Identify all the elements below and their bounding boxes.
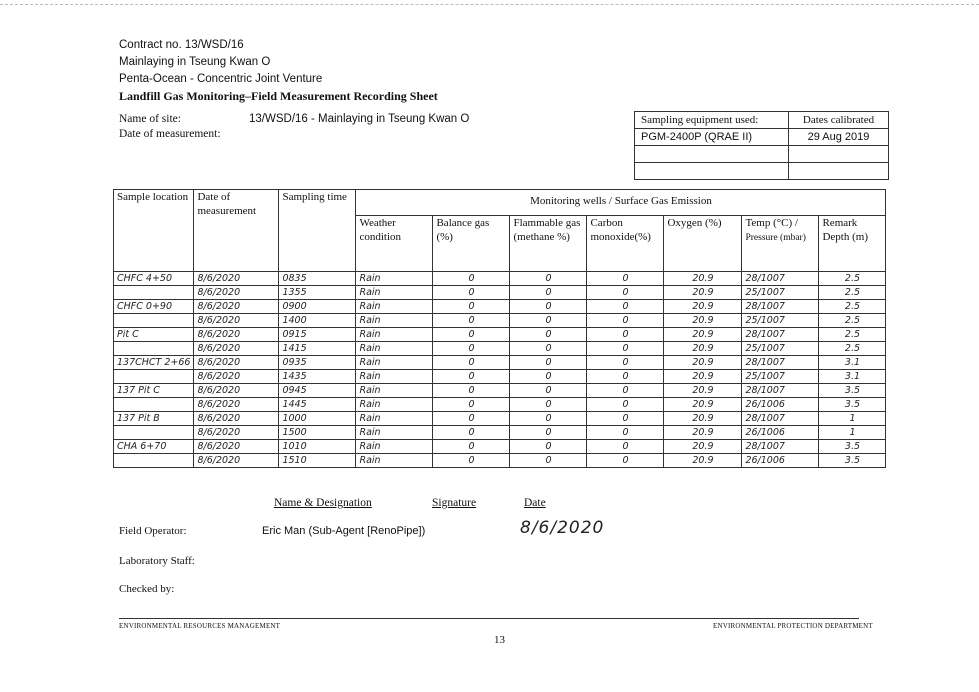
cell-balance-gas: 0 [433, 356, 510, 370]
equipment-empty-cell [635, 146, 789, 163]
cell-carbon-monoxide: 0 [587, 314, 664, 328]
cell-balance-gas: 0 [433, 314, 510, 328]
cell-weather: Rain [356, 426, 433, 440]
table-row [114, 342, 886, 356]
cell-location: CHFC 0+90 [114, 300, 194, 314]
header-pressure: Pressure (mbar) [745, 233, 806, 243]
equipment-table [634, 111, 889, 180]
cell-remark: 1 [819, 426, 886, 440]
cell-temp-pressure: 28/1007 [742, 384, 819, 398]
equipment-value: PGM-2400P (QRAE II) [635, 129, 789, 146]
cell-weather: Rain [356, 286, 433, 300]
header-date: Date of measurement [194, 190, 279, 272]
cell-temp-pressure: 25/1007 [742, 286, 819, 300]
cell-oxygen: 20.9 [664, 412, 742, 426]
cell-carbon-monoxide: 0 [587, 272, 664, 286]
cell-flammable-gas: 0 [510, 412, 587, 426]
cell-date: 8/6/2020 [194, 314, 279, 328]
calibration-header: Dates calibrated [789, 112, 889, 129]
cell-weather: Rain [356, 384, 433, 398]
cell-flammable-gas: 0 [510, 426, 587, 440]
cell-date: 8/6/2020 [194, 272, 279, 286]
site-name-value: 13/WSD/16 - Mainlaying in Tseung Kwan O [249, 113, 470, 125]
cell-remark: 2.5 [819, 328, 886, 342]
name-designation-heading: Name & Designation [274, 497, 372, 509]
cell-balance-gas: 0 [433, 384, 510, 398]
table-row [114, 426, 886, 440]
calibration-value: 29 Aug 2019 [789, 129, 889, 146]
measurement-date-label: Date of measurement: [119, 128, 221, 140]
cell-time: 1000 [279, 412, 356, 426]
cell-date: 8/6/2020 [194, 384, 279, 398]
cell-date: 8/6/2020 [194, 342, 279, 356]
header-balance-gas: Balance gas (%) [433, 216, 510, 272]
cell-flammable-gas: 0 [510, 314, 587, 328]
footer-left: ENVIRONMENTAL RESOURCES MANAGEMENT [119, 622, 281, 630]
cell-temp-pressure: 28/1007 [742, 300, 819, 314]
field-operator-date: 8/6/2020 [520, 518, 605, 538]
cell-weather: Rain [356, 356, 433, 370]
cell-time: 1510 [279, 454, 356, 468]
header-weather: Weather condition [356, 216, 433, 272]
cell-carbon-monoxide: 0 [587, 426, 664, 440]
cell-weather: Rain [356, 454, 433, 468]
cell-oxygen: 20.9 [664, 398, 742, 412]
cell-flammable-gas: 0 [510, 454, 587, 468]
cell-date: 8/6/2020 [194, 300, 279, 314]
cell-balance-gas: 0 [433, 412, 510, 426]
project-name: Mainlaying in Tseung Kwan O [119, 56, 271, 68]
cell-location: 137 Pit B [114, 412, 194, 426]
cell-temp-pressure: 25/1007 [742, 314, 819, 328]
cell-oxygen: 20.9 [664, 300, 742, 314]
table-row [114, 300, 886, 314]
cell-temp-pressure: 28/1007 [742, 272, 819, 286]
cell-time: 1415 [279, 342, 356, 356]
cell-weather: Rain [356, 300, 433, 314]
cell-location [114, 398, 194, 412]
header-time: Sampling time [279, 190, 356, 272]
table-row [114, 272, 886, 286]
cell-time: 0835 [279, 272, 356, 286]
cell-weather: Rain [356, 328, 433, 342]
page-number: 13 [494, 634, 505, 646]
cell-carbon-monoxide: 0 [587, 356, 664, 370]
table-row [114, 412, 886, 426]
cell-remark: 2.5 [819, 342, 886, 356]
footer-right: ENVIRONMENTAL PROTECTION DEPARTMENT [713, 622, 873, 630]
table-row [114, 370, 886, 384]
cell-flammable-gas: 0 [510, 272, 587, 286]
cell-location [114, 314, 194, 328]
cell-date: 8/6/2020 [194, 440, 279, 454]
cell-remark: 3.5 [819, 454, 886, 468]
cell-balance-gas: 0 [433, 398, 510, 412]
cell-remark: 2.5 [819, 272, 886, 286]
cell-flammable-gas: 0 [510, 300, 587, 314]
cell-time: 1010 [279, 440, 356, 454]
calibration-empty-cell [789, 146, 889, 163]
cell-remark: 2.5 [819, 286, 886, 300]
cell-temp-pressure: 26/1006 [742, 454, 819, 468]
site-info [119, 112, 469, 142]
cell-date: 8/6/2020 [194, 356, 279, 370]
header-monitoring-group: Monitoring wells / Surface Gas Emission [356, 190, 886, 216]
cell-weather: Rain [356, 342, 433, 356]
equipment-empty-cell [635, 163, 789, 180]
cell-time: 1400 [279, 314, 356, 328]
cell-balance-gas: 0 [433, 342, 510, 356]
header-temp: Temp (°C) / [745, 217, 798, 229]
table-row [114, 328, 886, 342]
cell-balance-gas: 0 [433, 454, 510, 468]
cell-temp-pressure: 28/1007 [742, 440, 819, 454]
cell-temp-pressure: 26/1006 [742, 426, 819, 440]
header-location: Sample location [114, 190, 194, 272]
cell-remark: 2.5 [819, 300, 886, 314]
cell-carbon-monoxide: 0 [587, 300, 664, 314]
cell-carbon-monoxide: 0 [587, 342, 664, 356]
cell-balance-gas: 0 [433, 300, 510, 314]
cell-weather: Rain [356, 314, 433, 328]
header-oxygen: Oxygen (%) [664, 216, 742, 272]
cell-remark: 3.1 [819, 370, 886, 384]
field-operator-name: Eric Man (Sub-Agent [RenoPipe]) [262, 525, 426, 537]
cell-time: 0945 [279, 384, 356, 398]
measurement-table [113, 189, 886, 468]
cell-oxygen: 20.9 [664, 370, 742, 384]
cell-carbon-monoxide: 0 [587, 384, 664, 398]
header-flammable-gas: Flammable gas (methane %) [510, 216, 587, 272]
cell-location [114, 370, 194, 384]
table-row [114, 286, 886, 300]
cell-balance-gas: 0 [433, 426, 510, 440]
cell-remark: 2.5 [819, 314, 886, 328]
cell-balance-gas: 0 [433, 370, 510, 384]
cell-oxygen: 20.9 [664, 342, 742, 356]
cell-temp-pressure: 28/1007 [742, 412, 819, 426]
cell-date: 8/6/2020 [194, 412, 279, 426]
cell-temp-pressure: 28/1007 [742, 328, 819, 342]
contract-number: Contract no. 13/WSD/16 [119, 39, 244, 51]
contractor-name: Penta-Ocean - Concentric Joint Venture [119, 73, 323, 85]
cell-weather: Rain [356, 412, 433, 426]
top-edge-line [0, 4, 979, 5]
cell-flammable-gas: 0 [510, 370, 587, 384]
header-carbon-monoxide: Carbon monoxide(%) [587, 216, 664, 272]
cell-flammable-gas: 0 [510, 384, 587, 398]
cell-oxygen: 20.9 [664, 356, 742, 370]
calibration-empty-cell [789, 163, 889, 180]
cell-time: 1500 [279, 426, 356, 440]
cell-location: Pit C [114, 328, 194, 342]
cell-flammable-gas: 0 [510, 328, 587, 342]
cell-location [114, 286, 194, 300]
cell-location [114, 426, 194, 440]
cell-temp-pressure: 28/1007 [742, 356, 819, 370]
cell-flammable-gas: 0 [510, 342, 587, 356]
signature-heading: Signature [432, 497, 477, 509]
cell-oxygen: 20.9 [664, 286, 742, 300]
cell-weather: Rain [356, 370, 433, 384]
header-temp-pressure [742, 216, 819, 272]
cell-time: 1435 [279, 370, 356, 384]
cell-flammable-gas: 0 [510, 440, 587, 454]
cell-temp-pressure: 25/1007 [742, 342, 819, 356]
cell-oxygen: 20.9 [664, 328, 742, 342]
cell-time: 0935 [279, 356, 356, 370]
cell-weather: Rain [356, 398, 433, 412]
cell-location: CHA 6+70 [114, 440, 194, 454]
cell-oxygen: 20.9 [664, 314, 742, 328]
cell-time: 1445 [279, 398, 356, 412]
cell-location [114, 454, 194, 468]
cell-remark: 3.5 [819, 398, 886, 412]
cell-oxygen: 20.9 [664, 272, 742, 286]
cell-carbon-monoxide: 0 [587, 328, 664, 342]
cell-date: 8/6/2020 [194, 398, 279, 412]
cell-balance-gas: 0 [433, 272, 510, 286]
table-row [114, 454, 886, 468]
cell-carbon-monoxide: 0 [587, 412, 664, 426]
table-row [114, 398, 886, 412]
cell-weather: Rain [356, 272, 433, 286]
cell-date: 8/6/2020 [194, 328, 279, 342]
sheet-title: Landfill Gas Monitoring–Field Measurement Recording Sheet [119, 89, 438, 103]
cell-time: 0900 [279, 300, 356, 314]
table-body [114, 272, 886, 468]
cell-remark: 1 [819, 412, 886, 426]
table-row [114, 384, 886, 398]
table-row [114, 314, 886, 328]
cell-flammable-gas: 0 [510, 286, 587, 300]
cell-flammable-gas: 0 [510, 398, 587, 412]
cell-location [114, 342, 194, 356]
cell-oxygen: 20.9 [664, 426, 742, 440]
cell-oxygen: 20.9 [664, 440, 742, 454]
header-remark: Remark Depth (m) [819, 216, 886, 272]
cell-oxygen: 20.9 [664, 454, 742, 468]
cell-location: CHFC 4+50 [114, 272, 194, 286]
cell-remark: 3.1 [819, 356, 886, 370]
cell-time: 0915 [279, 328, 356, 342]
cell-time: 1355 [279, 286, 356, 300]
date-heading: Date [524, 497, 546, 509]
cell-remark: 3.5 [819, 384, 886, 398]
cell-flammable-gas: 0 [510, 356, 587, 370]
cell-balance-gas: 0 [433, 286, 510, 300]
cell-balance-gas: 0 [433, 440, 510, 454]
cell-remark: 3.5 [819, 440, 886, 454]
cell-carbon-monoxide: 0 [587, 370, 664, 384]
cell-temp-pressure: 25/1007 [742, 370, 819, 384]
cell-date: 8/6/2020 [194, 286, 279, 300]
cell-oxygen: 20.9 [664, 384, 742, 398]
cell-carbon-monoxide: 0 [587, 398, 664, 412]
cell-date: 8/6/2020 [194, 426, 279, 440]
equipment-header: Sampling equipment used: [635, 112, 789, 129]
cell-balance-gas: 0 [433, 328, 510, 342]
cell-carbon-monoxide: 0 [587, 286, 664, 300]
cell-location: 137 Pit C [114, 384, 194, 398]
table-row [114, 440, 886, 454]
cell-weather: Rain [356, 440, 433, 454]
footer-divider [119, 618, 859, 619]
cell-location: 137CHCT 2+66 [114, 356, 194, 370]
cell-carbon-monoxide: 0 [587, 454, 664, 468]
document-header [119, 37, 438, 105]
table-row [114, 356, 886, 370]
site-name-label: Name of site: [119, 113, 181, 125]
cell-date: 8/6/2020 [194, 454, 279, 468]
checked-by-label: Checked by: [119, 583, 175, 595]
field-operator-label: Field Operator: [119, 525, 187, 537]
laboratory-staff-label: Laboratory Staff: [119, 555, 195, 567]
cell-carbon-monoxide: 0 [587, 440, 664, 454]
cell-date: 8/6/2020 [194, 370, 279, 384]
cell-temp-pressure: 26/1006 [742, 398, 819, 412]
